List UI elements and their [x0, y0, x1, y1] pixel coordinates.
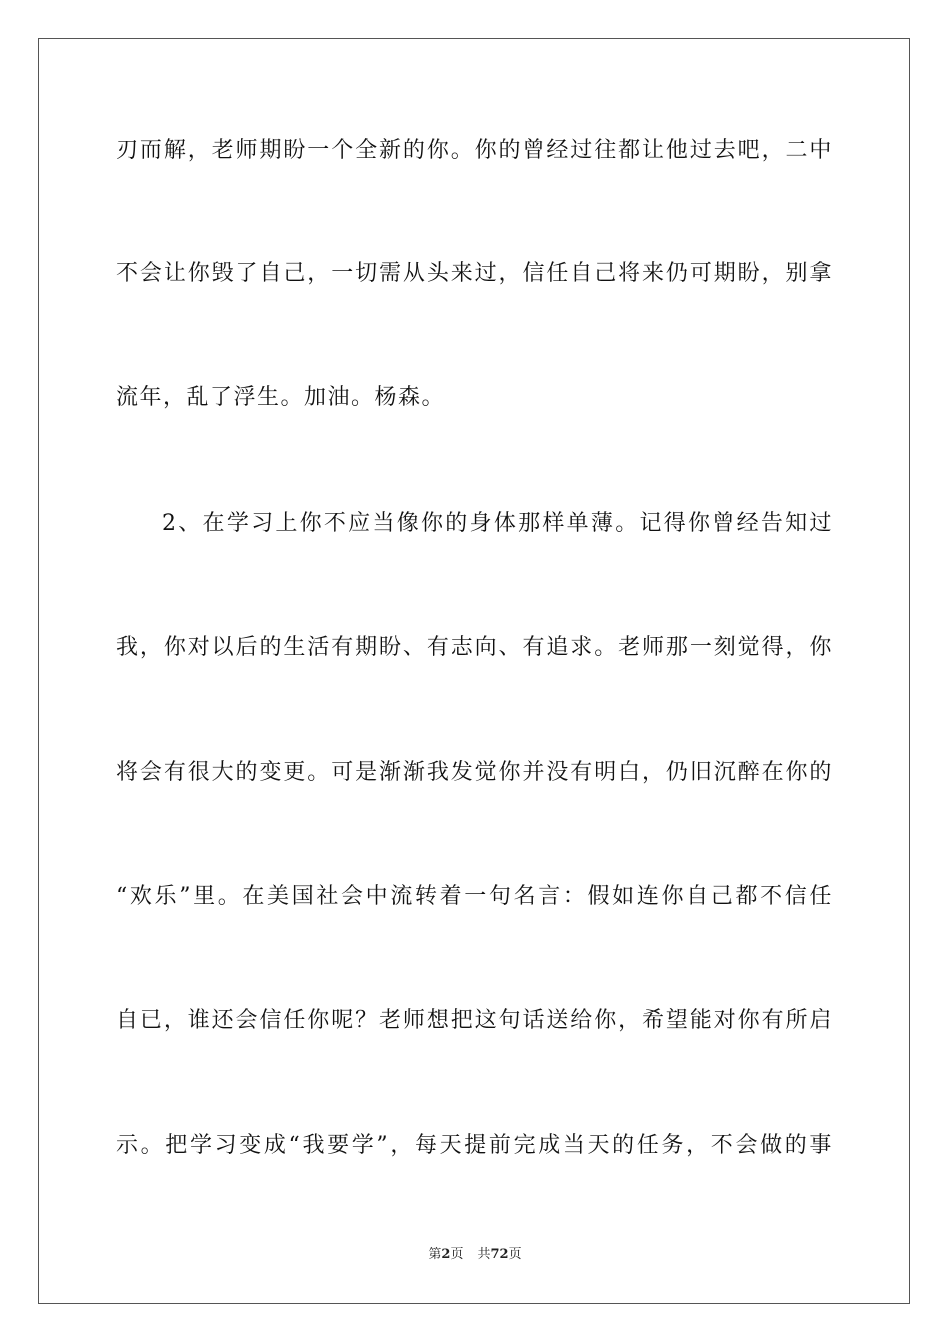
- body-text-line-1: 刃而解，老师期盼一个全新的你。你的曾经过往都让他过去吧，二中: [116, 138, 832, 163]
- body-text-line-8: 自已，谁还会信任你呢？老师想把这句话送给你，希望能对你有所启: [116, 1008, 832, 1033]
- page-suffix: 页: [450, 1247, 464, 1262]
- body-text-line-2: 不会让你毁了自己，一切需从头来过，信任自己将来仍可期盼，别拿: [116, 261, 832, 286]
- body-text-line-5: 我，你对以后的生活有期盼、有志向、有追求。老师那一刻觉得，你: [116, 635, 832, 660]
- paragraph-2-line-1: 2、在学习上你不应当像你的身体那样单薄。记得你曾经告知过: [162, 511, 832, 536]
- body-text-line-6: 将会有很大的变更。可是渐渐我发觉你并没有明白，仍旧沉醉在你的: [116, 760, 832, 785]
- body-text-line-7: “欢乐”里。在美国社会中流转着一句名言：假如连你自己都不信任: [116, 884, 832, 909]
- page-number: 2: [441, 1247, 451, 1262]
- total-pages: 72: [490, 1247, 509, 1262]
- total-prefix: 共: [477, 1247, 491, 1262]
- page-border: [38, 38, 910, 1304]
- page-prefix: 第: [428, 1247, 442, 1262]
- body-text-line-3: 流年，乱了浮生。加油。杨森。: [116, 385, 446, 410]
- body-text-line-9: 示。把学习变成“我要学”，每天提前完成当天的任务，不会做的事: [116, 1133, 832, 1158]
- total-suffix: 页: [508, 1247, 522, 1262]
- page-footer: [0, 1247, 950, 1263]
